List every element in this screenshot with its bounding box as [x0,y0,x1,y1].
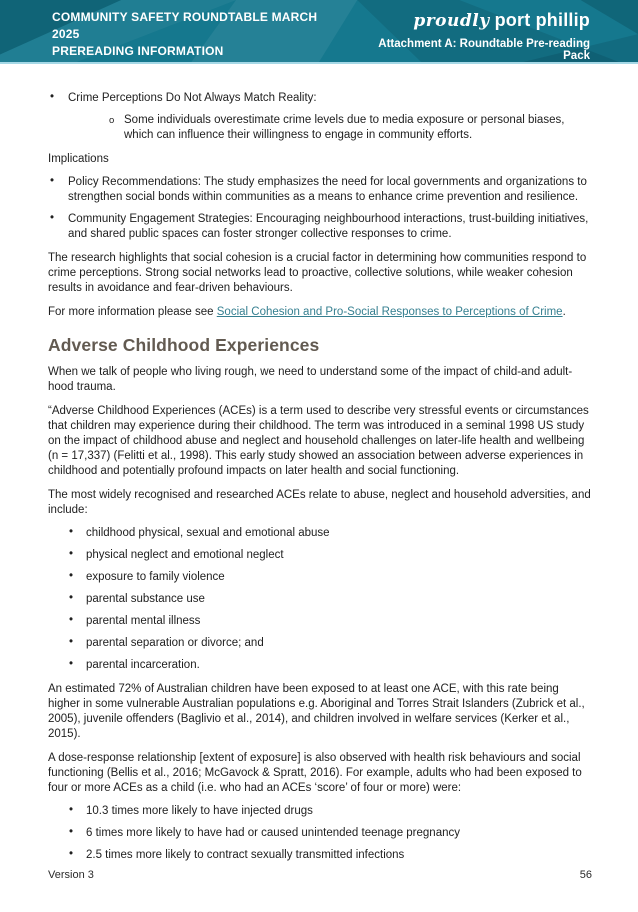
list-item: • parental incarceration. [67,658,592,673]
list-item: o Some individuals overestimate crime levels due to media exposure or personal biases, which can influence their willingness to engage in community efforts. [108,113,592,143]
attachment-label: Attachment A: Roundtable Pre-reading Pack [378,38,590,62]
logo-bold-text: port phillip [494,10,590,30]
list-item: • Policy Recommendations: The study emphasizes the need for local governments and organizations to strengthen social bonds within communities as a means to enhance crime prevention and resilience. [48,175,592,205]
more-info-paragraph [48,305,592,320]
document-title-line2: PREREADING INFORMATION [52,44,224,58]
logo-script-text: proudly [413,11,490,31]
document-title [52,9,348,62]
page-number: 56 [579,869,592,881]
list-item: • parental separation or divorce; and [67,636,592,651]
page-header-banner [0,0,638,62]
list-item [48,91,592,143]
research-summary-paragraph: The research highlights that social cohesion is a crucial factor in determining how communities respond to crime perceptions. Strong social networks lead to proactive, collective solutions, while weaker cohesion results in avoidance and fear-driven behaviours. [48,252,587,294]
implications-list [48,175,592,242]
more-info-prefix: For more information please see [48,306,217,318]
crime-perceptions-sublist [108,113,592,143]
ace-definition-paragraph: “Adverse Childhood Experiences (ACEs) is a term used to describe very stressful events or circumstances that children may experience during their childhood. The term was introduced in a seminal 1998 US study on the impact of childhood abuse and neglect and household challenges on later-life health and wellbeing (n = 17,337) (Felitti et al., 1998). This early study showed an association between adverse experiences in childhood and potentially profound impacts on later health and social functioning. [48,405,589,477]
page-footer [48,869,592,881]
list-item: • childhood physical, sexual and emotional abuse [67,526,592,541]
list-item: • parental mental illness [67,614,592,629]
list-item: • 10.3 times more likely to have injected drugs [67,804,592,819]
document-title-line1: COMMUNITY SAFETY ROUNDTABLE MARCH 2025 [52,10,318,41]
port-phillip-logo [348,9,590,32]
ace-prevalence-paragraph: An estimated 72% of Australian children have been exposed to at least one ACE, with this rate being higher in some vulnerable Australian populations e.g. Aboriginal and Torres Strait Islanders (Zubrick et al., 2005), juvenile offenders (Baglivio et al., 2014), and children involved in welfare services (Kerker et al., 2015). [48,683,585,740]
list-item: • parental substance use [67,592,592,607]
ace-intro-paragraph: When we talk of people who living rough, we need to understand some of the impact of child-and adult-hood trauma. [48,366,573,393]
crime-perceptions-list [48,91,592,143]
ace-types-list [67,526,592,673]
list-item: • Community Engagement Strategies: Encouraging neighbourhood interactions, trust-building initiatives, and shared public spaces can foster stronger collective responses to crime. [48,212,592,242]
list-item: • 2.5 times more likely to contract sexually transmitted infections [67,848,592,863]
version-label: Version 3 [48,869,94,881]
implications-label: Implications [48,153,109,165]
ace-types-intro-paragraph: The most widely recognised and researched ACEs relate to abuse, neglect and household adversities, and include: [48,489,591,516]
list-item: • exposure to family violence [67,570,592,585]
more-info-suffix: . [562,306,566,318]
list-item-text: Crime Perceptions Do Not Always Match Reality: [68,92,317,104]
social-cohesion-link[interactable]: Social Cohesion and Pro-Social Responses to Perceptions of Crime [216,306,563,318]
list-item: • 6 times more likely to have had or caused unintended teenage pregnancy [67,826,592,841]
ace-section-heading: Adverse Childhood Experiences [48,335,320,355]
ace-statistics-list [67,804,592,863]
list-item: • physical neglect and emotional neglect [67,548,592,563]
document-body [0,64,638,863]
ace-dose-response-paragraph: A dose-response relationship [extent of exposure] is also observed with health risk behaviours and social functioning (Bellis et al., 2016; McGavock & Spratt, 2016). For example, adults who had been exposed to four or more ACEs as a child (i.e. who had an ACEs ‘score’ of four or more) were: [48,752,582,794]
